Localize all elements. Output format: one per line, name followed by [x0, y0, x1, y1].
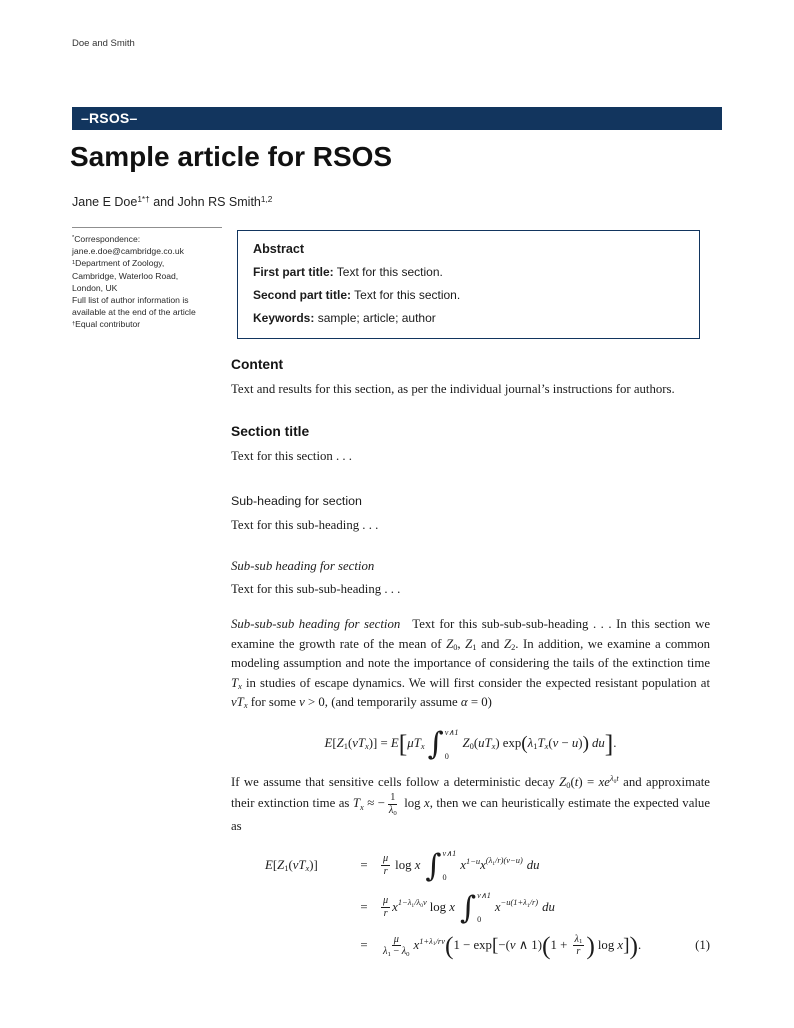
- aligned-equation: [231, 849, 710, 959]
- running-head: Doe and Smith: [72, 38, 135, 49]
- abstract-heading: Abstract: [253, 242, 305, 256]
- sidebar-line: $^1$Department of Zoology,: [72, 258, 165, 269]
- journal-banner-label: –RSOS–: [81, 110, 138, 126]
- abstract-keywords-text: sample; article; author: [317, 311, 436, 325]
- aligned-equation-row: = μ λ1 − λ0 x 1+λ1/rv ( 1 − exp [ −( v ∧ 1) ( 1 + $\frac{\lambda 1}{r}$ ) log x ] ) . (1): [360, 931, 710, 961]
- subsubsection-paragraph: Text for this sub-sub-heading . . .: [231, 581, 401, 596]
- abstract-row-keywords: [253, 311, 684, 325]
- subsubsub-paragraph: Sub-sub-sub heading for section Text for this sub-sub-sub-heading . . . In this section we examine the growth rate of the mean of Z0, Z1 and Z2. In addition, we examine a common modeling assumption and note the importance of considering the tails of the extinction time Tx in studies of escape dynamics. We will first consider the expected resistant population at vTx for some v > 0, (and temporarily assume α = 0): [231, 617, 711, 711]
- sidebar-line: Full list of author information is: [72, 295, 189, 306]
- content-paragraph: Text and results for this section, as per the individual journal’s instructions for authors.: [231, 382, 675, 396]
- content-heading: Content: [231, 357, 284, 372]
- sidebar-line: jane.e.doe@cambridge.co.uk: [72, 246, 184, 257]
- article-body: [231, 356, 710, 968]
- subsubsection-heading: Sub-sub heading for section: [231, 559, 375, 573]
- aligned-equation-row: E [ Z 1 ( vT x )] = μ r log x ∫ v∧1 0 x 1−u x (λ1/r)(v−u) du: [265, 847, 540, 884]
- abstract-row-first: [253, 265, 684, 279]
- abstract-box: [237, 230, 700, 339]
- abstract-row-second: [253, 288, 684, 302]
- abstract-row-first-label: First part title:: [253, 265, 334, 279]
- aligned-equation-row: = μ r x 1−λ1/λ0v log x ∫ v∧1 0 x −u(1+λ1/r) du: [360, 889, 555, 926]
- abstract-row-first-text: Text for this section.: [336, 265, 443, 279]
- correspondence-sidebar: [72, 227, 222, 331]
- author-line: Jane E Doe$^{1*\dagger}$ and John RS Smith$^{1,2}$: [72, 194, 273, 209]
- abstract-keywords-label: Keywords:: [253, 311, 315, 325]
- subsection-heading: Sub-heading for section: [231, 494, 362, 508]
- abstract-row-second-label: Second part title:: [253, 288, 352, 302]
- equation-number: (1): [695, 938, 710, 953]
- sidebar-line: available at the end of the article: [72, 307, 196, 318]
- assumption-paragraph: If we assume that sensitive cells follow a deterministic decay $Z0(t) = xe^{\lambda 0t}$ and approximate their extinction time as Tx ≈ − $\frac{1}{\lambda 0}$ log x, then we can heuristically estimate the expected value as: [231, 773, 711, 833]
- sidebar-line: London, UK: [72, 282, 118, 293]
- journal-banner: [72, 107, 722, 130]
- display-equation: E [ Z 1 ( vT x )] = E [ μT x ∫ v∧1 0 Z 0 ( uT x ) exp ( λ 1 T x ( v − u ) ) du ] .: [324, 726, 617, 762]
- section-heading: Section title: [231, 423, 310, 439]
- abstract-row-second-text: Text for this section.: [354, 288, 461, 302]
- sidebar-line: †Equal contributor: [72, 319, 141, 330]
- section-paragraph: Text for this section . . .: [231, 448, 353, 463]
- article-title: Sample article for RSOS: [70, 141, 393, 172]
- sidebar-line: *Correspondence:: [72, 234, 141, 244]
- sidebar-line: Cambridge, Waterloo Road,: [72, 270, 179, 281]
- subsection-paragraph: Text for this sub-heading . . .: [231, 517, 379, 532]
